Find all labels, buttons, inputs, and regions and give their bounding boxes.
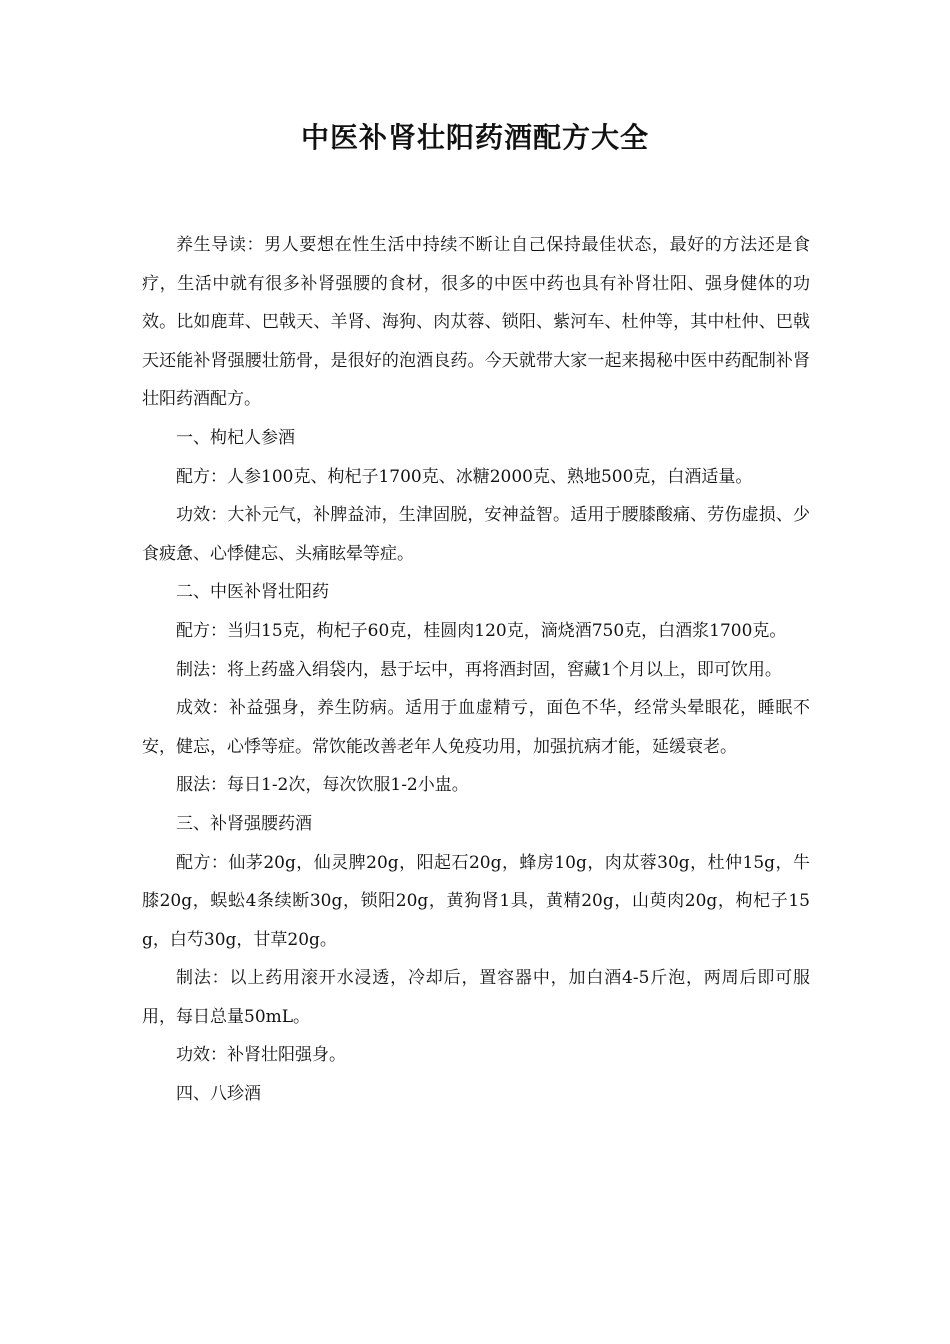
effect-paragraph: 功效：补肾壮阳强身。	[176, 1045, 346, 1066]
page-title: 中医补肾壮阳药酒配方大全	[300, 121, 649, 154]
section-heading-3: 三、补肾强腰药酒	[176, 813, 312, 834]
recipe-paragraph: 配方：人参100克、枸杞子1700克、冰糖2000克、熟地500克，白酒适量。	[176, 466, 753, 487]
effect-paragraph: 功效：大补元气，补脾益沛，生津固脱，安神益智。适用于腰膝酸痛、劳伤虚损、少食疲惫、心悸健忘、头痛眩晕等症。	[142, 505, 810, 564]
effect-paragraph: 成效：补益强身，养生防病。适用于血虚精亏，面色不华，经常头晕眼花，睡眠不安，健忘，心悸等症。常饮能改善老年人免疫功用，加强抗病才能，延缓衰老。	[142, 698, 810, 757]
method-paragraph: 制法：将上药盛入绢袋内，悬于坛中，再将酒封固，窖藏1个月以上，即可饮用。	[176, 659, 782, 680]
intro-paragraph: 养生导读：男人要想在性生活中持续不断让自己保持最佳状态，最好的方法还是食疗，生活中就有很多补肾强腰的食材，很多的中医中药也具有补肾壮阳、强身健体的功效。比如鹿茸、巴戟天、羊肾、海狗、肉苁蓉、锁阳、紫河车、杜仲等，其中杜仲、巴戟天还能补肾强腰壮筋骨，是很好的泡酒良药。今天就带大家一起来揭秘中医中药配制补肾壮阳药酒配方。	[142, 235, 810, 410]
recipe-paragraph: 配方：仙茅20g，仙灵脾20g，阳起石20g，蜂房10g，肉苁蓉30g，杜仲15g，牛膝20g，蜈蚣4条续断30g，锁阳20g，黄狗肾1具，黄精20g，山萸肉20g，枸杞子15g，白芍30g，甘草20g。	[142, 852, 810, 950]
section-heading-1: 一、枸杞人参酒	[176, 427, 295, 448]
article-body	[142, 226, 810, 1114]
section-heading-2: 二、中医补肾壮阳药	[176, 582, 329, 603]
method-paragraph: 制法：以上药用滚开水浸透，冷却后，置容器中，加白酒4-5斤泡，两周后即可服用，每日总量50mL。	[142, 968, 810, 1027]
recipe-paragraph: 配方：当归15克，枸杞子60克，桂圆肉120克，滴烧酒750克，白酒浆1700克。	[176, 620, 787, 641]
dosage-paragraph: 服法：每日1-2次，每次饮服1-2小盅。	[176, 775, 469, 796]
section-heading-4: 四、八珍酒	[176, 1084, 261, 1105]
